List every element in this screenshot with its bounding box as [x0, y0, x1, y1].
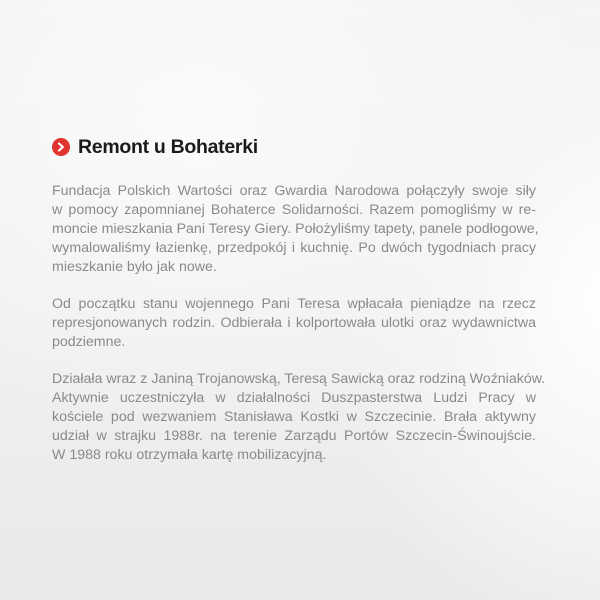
- text-line: w pomocy zapomnianej Bohaterce Solidarności. Razem pomogliśmy w re-: [52, 202, 536, 218]
- paragraph-2: [52, 295, 536, 352]
- article-body: [52, 182, 546, 465]
- article: [52, 133, 546, 483]
- chevron-right-icon: [52, 138, 70, 156]
- text-line: Działała wraz z Janiną Trojanowską, Teresą Sawicką oraz rodziną Woźniaków.: [52, 371, 546, 387]
- text-line: kościele pod wezwaniem Stanisława Kostki w Szczecinie. Brała aktywny: [52, 409, 536, 425]
- text-line: W 1988 roku otrzymała kartę mobilizacyjną.: [52, 447, 327, 463]
- text-line: Fundacja Polskich Wartości oraz Gwardia Narodowa połączyły swoje siły: [52, 183, 536, 199]
- text-line: Aktywnie uczestniczyła w działalności Duszpasterstwa Ludzi Pracy w: [52, 390, 536, 406]
- text-line: moncie mieszkania Pani Teresy Giery. Położyliśmy tapety, panele podłogowe,: [52, 221, 539, 237]
- paragraph-1: [52, 182, 539, 277]
- page-title: Remont u Bohaterki: [78, 135, 258, 158]
- heading: [52, 133, 536, 161]
- text-line: represjonowanych rodzin. Odbierała i kolportowała ulotki oraz wydawnictwa: [52, 315, 536, 331]
- text-line: mieszkanie było jak nowe.: [52, 259, 217, 275]
- text-line: podziemne.: [52, 334, 126, 350]
- paragraph-3: [52, 370, 546, 465]
- text-line: Od początku stanu wojennego Pani Teresa wpłacała pieniądze na rzecz: [52, 296, 536, 312]
- text-line: wymalowaliśmy łazienkę, przedpokój i kuchnię. Po dwóch tygodniach pracy: [52, 240, 536, 256]
- text-line: udział w strajku 1988r. na terenie Zarządu Portów Szczecin-Świnoujście.: [52, 428, 536, 444]
